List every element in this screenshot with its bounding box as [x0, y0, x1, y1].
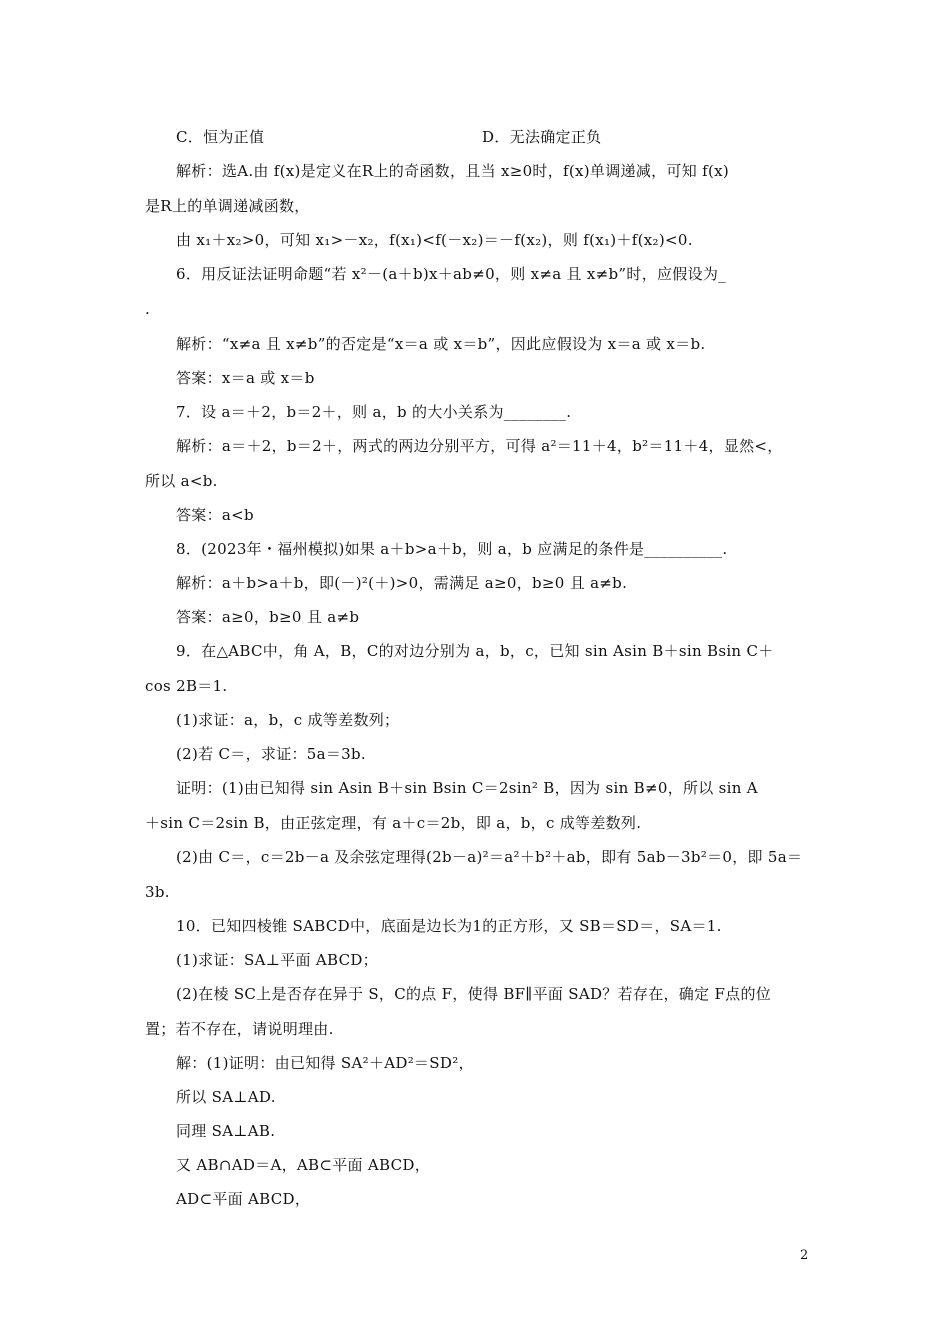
- question-9: 9．在△ABC中，角 A，B，C的对边分别为 a，b，c，已知 sin Asin B＋sin Bsin C＋: [176, 642, 774, 660]
- option-c: C．恒为正值: [176, 128, 265, 146]
- question-8: 8．(2023年・福州模拟)如果 a＋b>a＋b，则 a，b 应满足的条件是__________.: [176, 540, 728, 558]
- text-line: 是R上的单调递减函数，: [145, 197, 310, 215]
- page-number: 2: [800, 1248, 809, 1263]
- text-line: cos 2B＝1.: [145, 677, 228, 695]
- text-line: 又 AB∩AD＝A，AB⊂平面 ABCD，: [176, 1156, 431, 1174]
- question-6: 6．用反证法证明命题“若 x²－(a＋b)x＋ab≠0，则 x≠a 且 x≠b”时，应假设为_: [176, 265, 726, 283]
- text-line: 证明：(1)由已知得 sin Asin B＋sin Bsin C＝2sin² B，因为 sin B≠0，所以 sin A: [176, 779, 758, 797]
- answer-8: 答案：a≥0，b≥0 且 a≠b: [176, 608, 360, 626]
- text-line: 由 x₁＋x₂>0，可知 x₁>－x₂，f(x₁)<f(－x₂)＝－f(x₂)，则 f(x₁)＋f(x₂)<0.: [176, 231, 693, 249]
- text-line: (2)由 C＝，c＝2b－a 及余弦定理得(2b－a)²＝a²＋b²＋ab，即有 5ab－3b²＝0，即 5a＝: [176, 848, 803, 866]
- text-line: 同理 SA⊥AB.: [176, 1122, 276, 1140]
- text-line: 解析：a＝＋2，b＝2＋，两式的两边分别平方，可得 a²＝11＋4，b²＝11＋4，显然<，: [176, 437, 783, 455]
- answer-6: 答案：x＝a 或 x＝b: [176, 369, 315, 387]
- text-line: 解：(1)证明：由已知得 SA²＋AD²＝SD²，: [176, 1054, 474, 1072]
- text-line: (1)求证：SA⊥平面 ABCD；: [176, 951, 378, 969]
- text-line: 解析：“x≠a 且 x≠b”的否定是“x＝a 或 x＝b”，因此应假设为 x＝a 或 x＝b.: [176, 335, 706, 353]
- text-line: 所以 SA⊥AD.: [176, 1088, 276, 1106]
- text-line: .: [145, 300, 151, 318]
- text-line: 置；若不存在，请说明理由.: [145, 1020, 334, 1038]
- text-line: 3b.: [145, 883, 170, 901]
- text-line: (1)求证：a，b，c 成等差数列；: [176, 711, 400, 729]
- answer-7: 答案：a<b: [176, 506, 254, 524]
- text-line: (2)在棱 SC上是否存在异于 S，C的点 F，使得 BF∥平面 SAD？若存在，确定 F点的位: [176, 985, 772, 1003]
- text-line: AD⊂平面 ABCD，: [176, 1190, 311, 1208]
- question-7: 7．设 a＝＋2，b＝2＋，则 a，b 的大小关系为________.: [176, 403, 572, 421]
- text-line: (2)若 C＝，求证：5a＝3b.: [176, 745, 366, 763]
- option-d: D．无法确定正负: [482, 128, 602, 146]
- question-10: 10．已知四棱锥 SABCD中，底面是边长为1的正方形，又 SB＝SD＝，SA＝1.: [176, 917, 722, 935]
- text-line: 解析：a＋b>a＋b，即(－)²(＋)>0，需满足 a≥0，b≥0 且 a≠b.: [176, 574, 628, 592]
- text-line: 所以 a<b.: [145, 472, 218, 490]
- text-line: 解析：选A.由 f(x)是定义在R上的奇函数，且当 x≥0时，f(x)单调递减，可知 f(x): [176, 162, 730, 180]
- text-line: ＋sin C＝2sin B，由正弦定理，有 a＋c＝2b，即 a，b，c 成等差数列.: [145, 814, 642, 832]
